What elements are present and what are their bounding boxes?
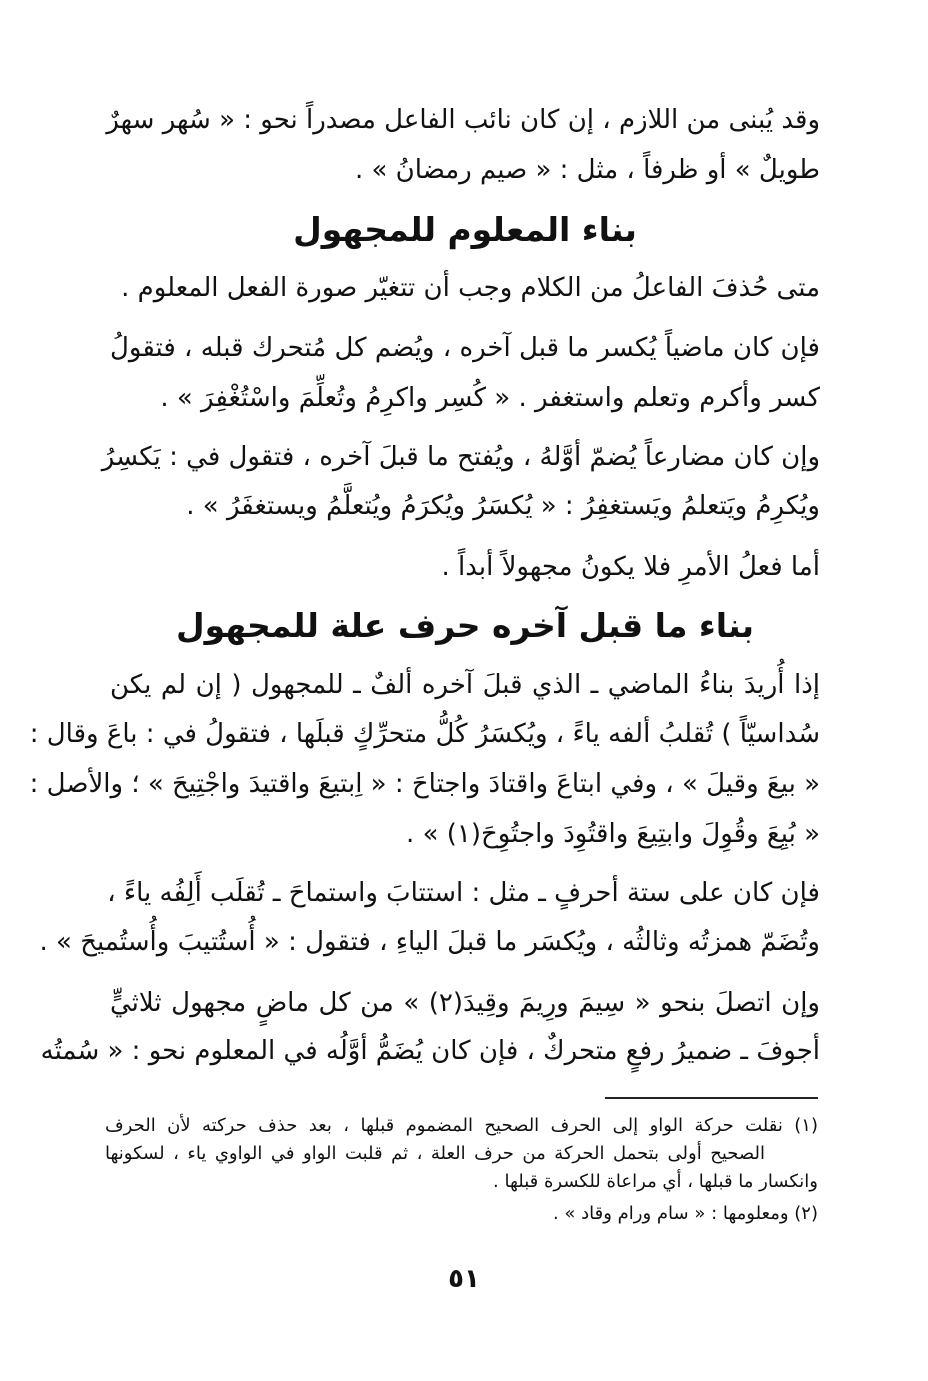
footnote-line: وانكسار ما قبلها ، أي مراعاة للكسرة قبلها . (493, 1171, 818, 1192)
paragraph-line: إذا أُريدَ بناءُ الماضي ـ الذي قبلَ آخره ألفٌ ـ للمجهول ( إن لم يكن (110, 670, 820, 700)
paragraph-line: وإن كان مضارعاً يُضمّ أوَّلهُ ، ويُفتح ما قبلَ آخره ، فتقول في : يَكسِرُ (101, 442, 820, 472)
paragraph-line: وإن اتصلَ بنحو « سِيمَ ورِيمَ وقِيدَ(٢) » من كل ماضٍ مجهول ثلاثيٍّ (110, 988, 820, 1018)
footnote-line: الصحيح أولى بتحمل الحركة من حرف العلة ، ثم قلبت الواو في الواوي ياء ، لسكونها (105, 1143, 765, 1164)
paragraph-line: فإن كان على ستة أحرفٍ ـ مثل : استتابَ واستماحَ ـ تُقلَب أَلِفُه ياءً ، (107, 878, 820, 908)
paragraph-line: أجوفَ ـ ضميرُ رفعٍ متحركٌ ، فإن كان يُضَمُّ أوَّلُه في المعلوم نحو : « سُمتُه (40, 1036, 820, 1066)
paragraph-line: « بيعَ وقيلَ » ، وفي ابتاعَ واقتادَ واجتاحَ : « اِبتيعَ واقتيدَ واجْتِيحَ » ؛ والأصل : (29, 769, 820, 799)
paragraph-line: طويلٌ » أو ظرفاً ، مثل : « صيم رمضانُ » . (354, 155, 820, 185)
paragraph-line: « بُيِعَ وقُوِلَ وابتِيعَ واقتُوِدَ واجتُوِحَ(١) » . (406, 819, 820, 849)
paragraph-line: سُداسيّاً ) تُقلبُ ألفه ياءً ، ويُكسَرُ كُلُّ متحرِّكٍ قبلَها ، فتقولُ في : باعَ وقال : (29, 719, 820, 749)
paragraph-line: كسر وأكرم وتعلم واستغفر . « كُسِر واكرِمُ وتُعلِّمَ واسْتُغْفِرَ » . (160, 383, 820, 413)
section-heading: بناء المعلوم للمجهول (293, 210, 637, 249)
page-number: ٥١ (448, 1264, 480, 1294)
footnote-line: (١) نقلت حركة الواو إلى الحرف الصحيح المضموم قبلها ، بعد حذف حركته لأن الحرف (105, 1115, 818, 1136)
paragraph-line: متى حُذفَ الفاعلُ من الكلام وجب أن تتغيّر صورة الفعل المعلوم . (121, 273, 820, 303)
footnote-line: (٢) ومعلومها : « سام ورام وقاد » . (552, 1203, 818, 1224)
paragraph-line: ويُكرِمُ ويَتعلمُ ويَستغفِرُ : « يُكسَرُ ويُكرَمُ ويُتعلَّمُ ويستغفَرُ » . (186, 491, 820, 521)
paragraph-line: فإن كان ماضياً يُكسر ما قبل آخره ، ويُضم كل مُتحرك قبله ، فتقولُ (110, 333, 820, 363)
paragraph-line: وتُضَمّ همزتُه وثالثُه ، ويُكسَر ما قبلَ الياءِ ، فتقول : « أُستُتيبَ وأُستُميحَ » . (39, 927, 820, 957)
paragraph-line: وقد يُبنى من اللازم ، إن كان نائب الفاعل مصدراً نحو : « سُهر سهرٌ (106, 105, 820, 135)
footnote-separator (605, 1097, 818, 1099)
section-heading: بناء ما قبل آخره حرف علة للمجهول (175, 606, 755, 645)
paragraph-line: أما فعلُ الأمرِ فلا يكونُ مجهولاً أبداً . (441, 552, 820, 582)
